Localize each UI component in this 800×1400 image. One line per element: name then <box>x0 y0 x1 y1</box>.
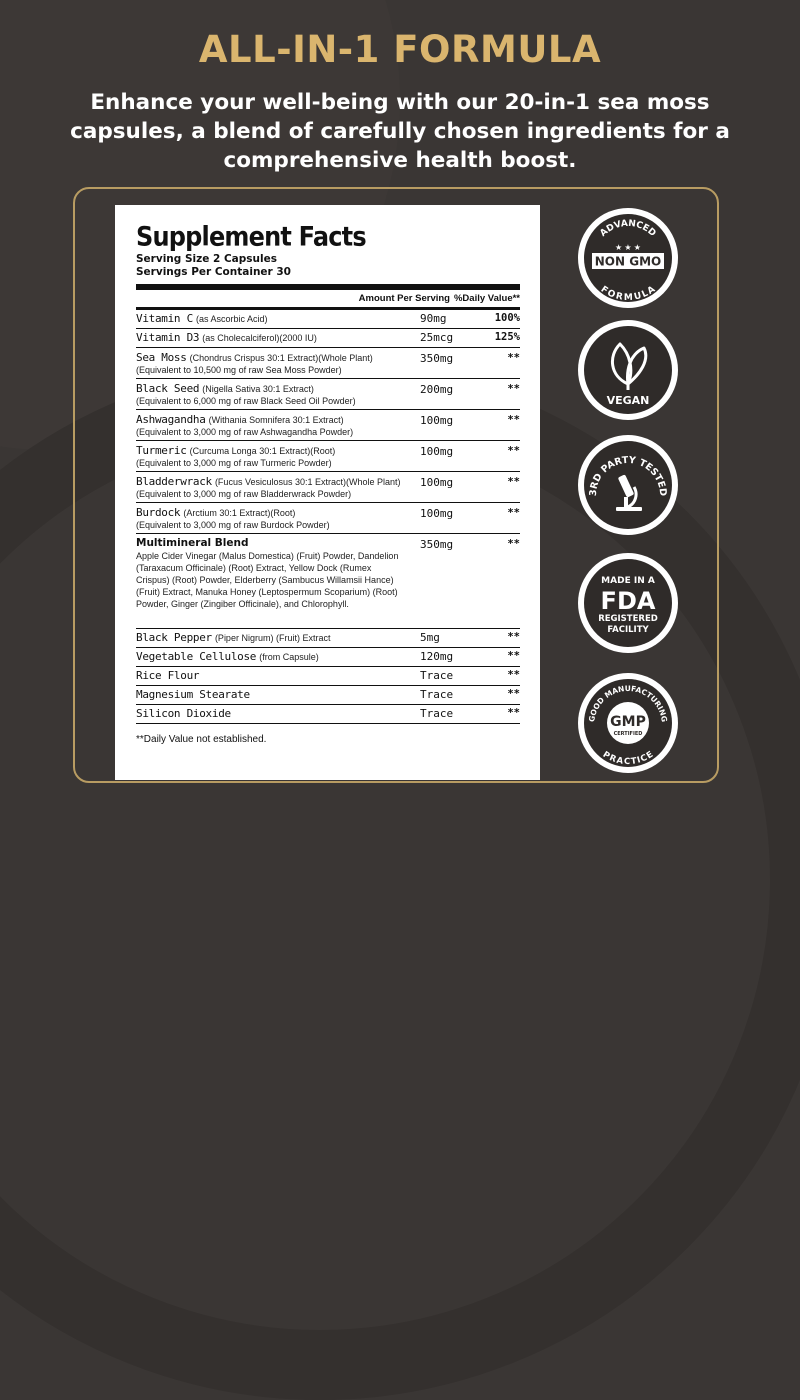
ingredient-name: Vitamin C <box>136 312 193 325</box>
ingredient-detail: (as Ascorbic Acid) <box>195 314 268 324</box>
other-ingredient-row <box>136 629 520 648</box>
fda-line1-text: REGISTERED <box>598 614 658 624</box>
ingredient-equivalent: (Equivalent to 3,000 mg of raw Ashwagandha Powder) <box>136 427 354 437</box>
ingredient-equivalent: (Equivalent to 6,000 mg of raw Black Seed Oil Powder) <box>136 396 356 406</box>
third-party-tested-badge <box>578 435 678 535</box>
ingredient-name: Vegetable Cellulose <box>136 650 257 663</box>
ingredient-name: Bladderwrack <box>136 475 212 488</box>
ingredient-name: Magnesium Stearate <box>136 688 250 701</box>
ingredient-daily-value: ** <box>507 476 520 488</box>
ingredient-amount: Trace <box>420 707 454 720</box>
footnote: **Daily Value not established. <box>136 734 267 745</box>
gmp-main-text: GMP <box>610 714 646 730</box>
headline: ALL-IN-1 FORMULA <box>198 28 602 71</box>
ingredient-daily-value: ** <box>507 650 520 662</box>
ingredient-daily-value: ** <box>507 445 520 457</box>
fda-badge <box>578 553 678 653</box>
ingredient-amount: 5mg <box>420 631 440 644</box>
ingredient-daily-value: ** <box>507 352 520 364</box>
ingredient-amount: 120mg <box>420 650 454 663</box>
stars-icon <box>615 243 641 252</box>
servings-per-container: Servings Per Container 30 <box>136 266 291 278</box>
ingredient-detail: (Piper Nigrum) (Fruit) Extract <box>214 633 331 643</box>
other-ingredient-rows <box>136 629 520 724</box>
fda-line2-text: FACILITY <box>607 625 649 635</box>
ingredient-name: Silicon Dioxide <box>136 707 231 720</box>
third-party-text: 3RD PARTY TESTED <box>587 454 669 497</box>
ingredient-detail: (from Capsule) <box>259 652 319 662</box>
col-daily-value: %Daily Value** <box>453 293 520 304</box>
ingredient-name: Burdock <box>136 506 181 519</box>
ingredient-name: Turmeric <box>136 444 187 457</box>
gmp-bottom-text: PRACTICE <box>600 749 656 768</box>
ingredient-row <box>136 348 520 379</box>
other-ingredient-row <box>136 705 520 724</box>
ingredient-name: Black Seed <box>136 382 200 395</box>
leaf-icon <box>612 344 645 390</box>
ingredient-equivalent: (Equivalent to 3,000 mg of raw Turmeric Powder) <box>136 458 332 468</box>
non-gmo-main-text: NON GMO <box>594 254 662 269</box>
ingredient-detail: (Fucus Vesiculosus 30:1 Extract)(Whole Plant) <box>214 477 401 487</box>
ingredient-detail: (Nigella Sativa 30:1 Extract) <box>202 384 314 394</box>
svg-text:PRACTICE <box>601 750 656 767</box>
ingredient-daily-value: ** <box>507 383 520 395</box>
ingredient-amount: 100mg <box>420 414 454 427</box>
ingredient-row <box>136 410 520 441</box>
ingredient-daily-value: 100% <box>494 312 520 324</box>
ingredient-row <box>136 503 520 534</box>
ingredient-amount: 100mg <box>420 476 454 489</box>
subheadline: Enhance your well-being with our 20-in-1 sea moss capsules, a blend of carefully chosen ingredients for a comprehensive health boost. <box>70 90 730 173</box>
ingredient-name: Black Pepper <box>136 631 212 644</box>
gmp-top-text: GOOD MANUFACTURING <box>587 683 669 723</box>
svg-text:ADVANCED <box>598 219 657 239</box>
ingredient-detail: (Withania Somnifera 30:1 Extract) <box>208 415 344 425</box>
ingredient-daily-value: ** <box>507 507 520 519</box>
ingredient-row <box>136 310 520 329</box>
ingredient-equivalent: (Equivalent to 3,000 mg of raw Burdock Powder) <box>136 520 330 530</box>
vegan-text: VEGAN <box>606 394 650 407</box>
ingredient-amount: 100mg <box>420 445 454 458</box>
other-ingredient-row <box>136 667 520 686</box>
blend-row <box>136 534 520 629</box>
ingredient-name: Vitamin D3 <box>136 331 200 344</box>
blend-ingredients: Apple Cider Vinegar (Malus Domestica) (Fruit) Powder, Dandelion (Taraxacum Officinale) (Root) Extract, Yellow Dock (Rumex Crispus) (Root) Powder, Elderberry (Sambucus Willamsii Hance) (Fruit) Extract, Manuka Honey (Leptospermum Scoparium) (Root) Powder, Ginger (Zingiber Officinale), and Chlorophyll. <box>136 551 399 609</box>
gmp-certified-text: CERTIFIED <box>613 731 643 737</box>
ingredient-daily-value: 125% <box>494 331 520 343</box>
ingredient-amount: 200mg <box>420 383 454 396</box>
fda-top-text: MADE IN A <box>601 576 655 586</box>
microscope-icon <box>616 474 642 511</box>
supplement-facts-label <box>115 205 540 780</box>
ingredient-daily-value: ** <box>507 631 520 643</box>
ingredient-rows <box>136 310 520 534</box>
ingredient-amount: 25mcg <box>420 331 454 344</box>
serving-size: Serving Size 2 Capsules <box>136 253 277 265</box>
ingredient-amount: 100mg <box>420 507 454 520</box>
ingredient-row <box>136 329 520 348</box>
blend-amount: 350mg <box>420 538 454 551</box>
ingredient-detail: (as Cholecalciferol)(2000 IU) <box>202 333 317 343</box>
column-header <box>136 290 520 310</box>
fda-main-text: FDA <box>600 587 656 615</box>
ingredient-amount: 90mg <box>420 312 447 325</box>
other-ingredient-row <box>136 648 520 667</box>
ingredient-amount: 350mg <box>420 352 454 365</box>
non-gmo-bottom-text: FORMULA <box>598 284 658 304</box>
blend-dv: ** <box>507 538 520 550</box>
non-gmo-top-text: ADVANCED <box>598 218 658 239</box>
blend-name: Multimineral Blend <box>136 537 249 549</box>
ingredient-detail: (Curcuma Longa 30:1 Extract)(Root) <box>189 446 336 456</box>
ingredient-row <box>136 441 520 472</box>
ingredient-name: Ashwagandha <box>136 413 206 426</box>
ingredient-daily-value: ** <box>507 669 520 681</box>
col-amount: Amount Per Serving <box>358 293 450 304</box>
ingredient-amount: Trace <box>420 669 454 682</box>
ingredient-name: Rice Flour <box>136 669 200 682</box>
ingredient-detail: (Chondrus Crispus 30:1 Extract)(Whole Plant) <box>189 353 373 363</box>
ingredient-daily-value: ** <box>507 414 520 426</box>
gmp-badge <box>578 673 678 773</box>
ingredient-daily-value: ** <box>507 688 520 700</box>
ingredient-detail: (Arctium 30:1 Extract)(Root) <box>183 508 296 518</box>
ingredient-equivalent: (Equivalent to 10,500 mg of raw Sea Moss Powder) <box>136 365 342 375</box>
ingredient-daily-value: ** <box>507 707 520 719</box>
vegan-badge <box>578 320 678 420</box>
other-ingredient-row <box>136 686 520 705</box>
facts-title: Supplement Facts <box>136 221 366 253</box>
svg-text:★ ★ ★: ★ ★ ★ <box>615 243 641 252</box>
ingredient-equivalent: (Equivalent to 3,000 mg of raw Bladderwrack Powder) <box>136 489 352 499</box>
ingredient-row <box>136 472 520 503</box>
ingredient-name: Sea Moss <box>136 351 187 364</box>
ingredient-amount: Trace <box>420 688 454 701</box>
ingredient-row <box>136 379 520 410</box>
svg-text:FORMULA <box>599 285 658 303</box>
non-gmo-badge <box>578 208 678 308</box>
